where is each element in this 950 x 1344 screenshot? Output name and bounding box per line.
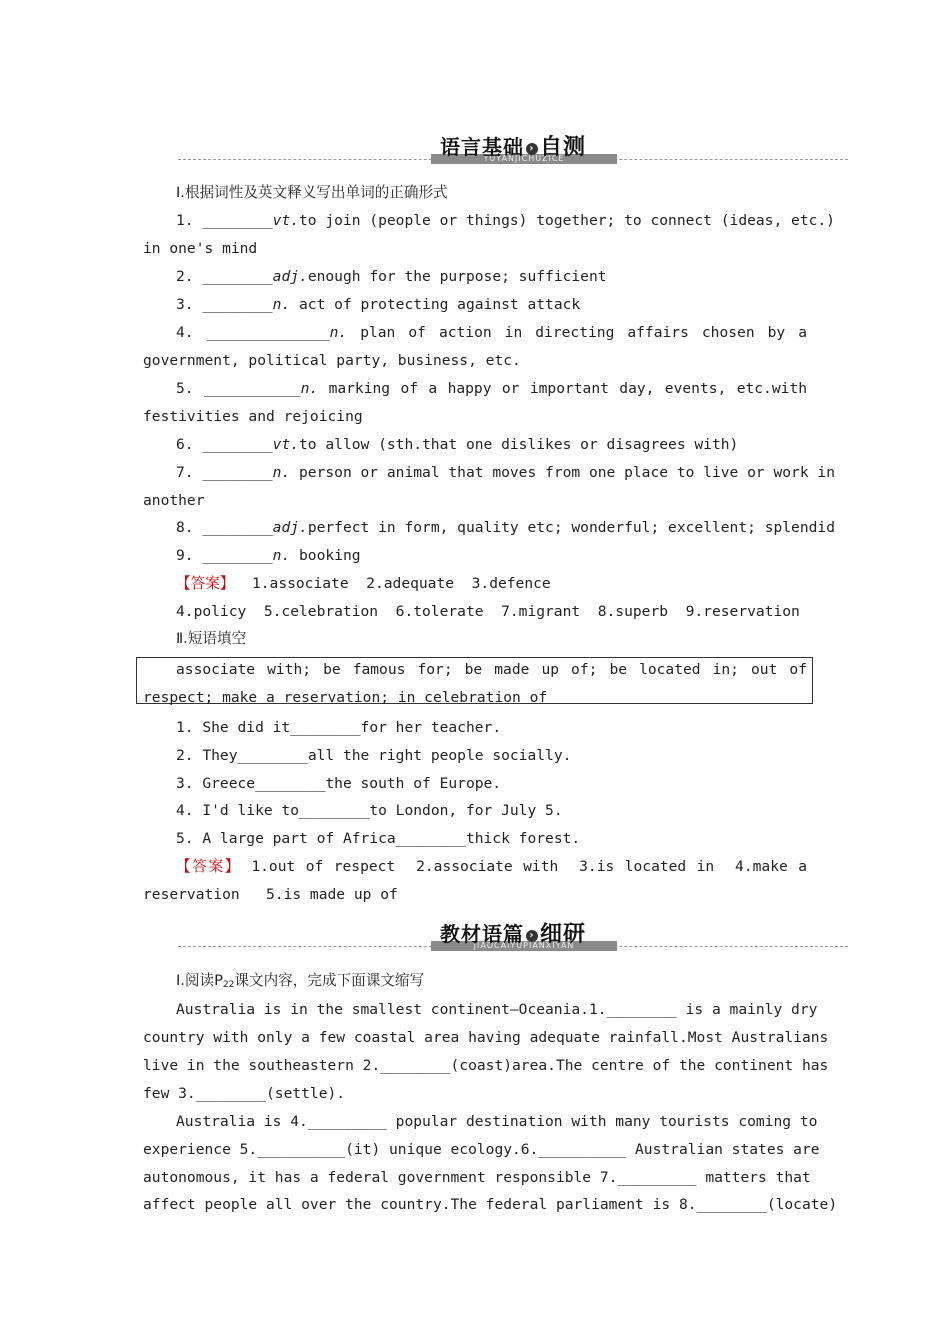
answer-line: 【答案】 1.out of respect 2.associate with 3.is located in 4.make a: [176, 858, 807, 875]
header-band: JIAOCAIYUPIANXIYAN: [431, 941, 617, 951]
question-line: 8. ________adj.perfect in form, quality etc; wonderful; excellent; splendid: [176, 519, 835, 536]
passage-line: Australia is 4._________ popular destination with many tourists coming to: [176, 1113, 818, 1130]
question-line: 1. She did it________for her teacher.: [176, 719, 502, 736]
question-line: 5. ___________n. marking of a happy or important day, events, etc.with: [176, 380, 807, 397]
question-line: 4. I'd like to________to London, for July 5.: [176, 802, 563, 819]
passage-line: country with only a few coastal area having adequate rainfall.Most Australians: [143, 1029, 829, 1046]
question-line: 1. ________vt.to join (people or things) together; to connect (ideas, etc.): [176, 212, 835, 229]
question-line: 4. ______________n. plan of action in directing affairs chosen by a: [176, 324, 807, 341]
section-header-1: [178, 130, 848, 170]
header-band: YUYANJICHUZICE: [431, 154, 617, 164]
question-line: 3. ________n. act of protecting against attack: [176, 296, 581, 313]
passage-line: affect people all over the country.The federal parliament is 8.________(locate): [143, 1196, 838, 1213]
word-box-line: associate with; be famous for; be made up of; be located in; out of: [176, 661, 807, 678]
question-line: 6. ________vt.to allow (sth.that one dislikes or disagrees with): [176, 436, 739, 453]
part-heading: Ⅰ.根据词性及英文释义写出单词的正确形式: [176, 184, 448, 201]
arrow-icon: ›: [526, 143, 538, 155]
question-line: government, political party, business, etc.: [143, 352, 521, 369]
passage-line: live in the southeastern 2.________(coast)area.The centre of the continent has: [143, 1057, 829, 1074]
section-title: 教材语篇 › 细研: [439, 922, 586, 947]
question-line: 5. A large part of Africa________thick forest.: [176, 830, 581, 847]
question-line: festivities and rejoicing: [143, 408, 363, 425]
passage-line: few 3.________(settle).: [143, 1085, 346, 1102]
arrow-icon: ›: [526, 930, 538, 942]
section-header-2: [178, 917, 848, 957]
question-line: 3. Greece________the south of Europe.: [176, 775, 502, 792]
passage-line: autonomous, it has a federal government responsible 7._________ matters that: [143, 1169, 811, 1186]
question-line: in one's mind: [143, 240, 258, 257]
answer-line: 4.policy 5.celebration 6.tolerate 7.migrant 8.superb 9.reservation: [176, 603, 800, 620]
question-line: another: [143, 492, 205, 509]
passage-line: Australia is in the smallest continent—Oceania.1.________ is a mainly dry: [176, 1001, 818, 1018]
section-title: 语言基础 › 自测: [439, 135, 586, 160]
question-line: 2. They________all the right people socially.: [176, 747, 572, 764]
question-line: 7. ________n. person or animal that moves from one place to live or work in: [176, 464, 835, 481]
part-heading: Ⅱ.短语填空: [176, 630, 247, 647]
word-box-line: respect; make a reservation; in celebration of: [143, 689, 548, 706]
part-heading: Ⅰ.阅读$P_{22}$课文内容，完成下面课文缩写: [176, 972, 425, 990]
answer-label: 【答案】: [176, 858, 241, 875]
question-line: 9. ________n. booking: [176, 547, 361, 564]
answer-line: reservation 5.is made up of: [143, 886, 398, 903]
answer-label: 【答案】: [176, 575, 235, 592]
passage-line: experience 5.__________(it) unique ecology.6.__________ Australian states are: [143, 1141, 820, 1158]
question-line: 2. ________adj.enough for the purpose; sufficient: [176, 268, 607, 285]
answer-line: 【答案】 1.associate 2.adequate 3.defence: [176, 575, 551, 592]
